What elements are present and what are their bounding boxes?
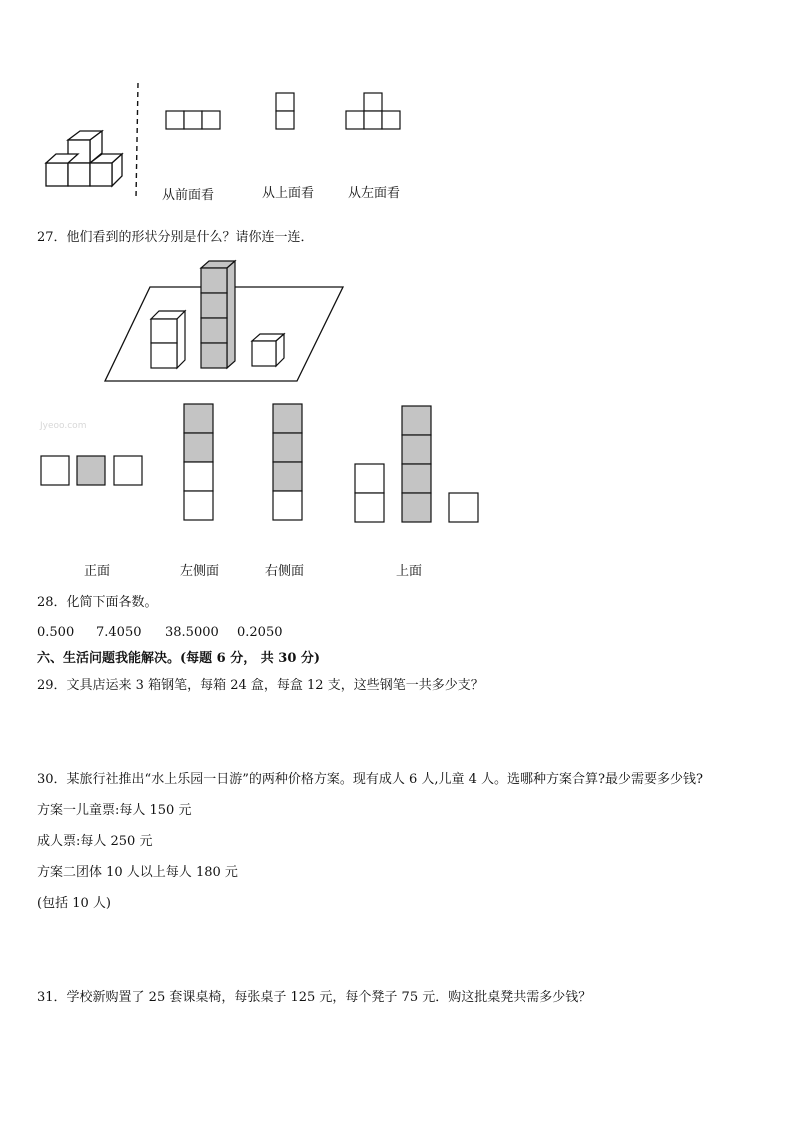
q30-line-4: (包括 10 人) (37, 896, 111, 911)
question-27: 27．他们看到的形状分别是什么？请你连一连． (37, 230, 314, 245)
number-1: 0.500 (37, 625, 75, 640)
four-cube-stack (201, 261, 235, 368)
front-view-label: 从前面看 (162, 188, 215, 203)
number-4: 0.2050 (237, 625, 283, 640)
label-right-side: 右侧面 (265, 564, 305, 579)
top-view-label: 从上面看 (262, 186, 315, 201)
table-scene-figure (0, 0, 794, 560)
label-front: 正面 (84, 564, 111, 579)
left-view-label: 从左面看 (348, 186, 401, 201)
question-28: 28．化简下面各数。 (37, 595, 158, 610)
section-6-heading: 六、生活问题我能解决。(每题 6 分， 共 30 分) (37, 651, 321, 666)
two-cube-stack (151, 311, 185, 368)
view-option-top (355, 406, 478, 522)
question-30: 30．某旅行社推出“水上乐园一日游”的两种价格方案。现有成人 6 人,儿童 4 人。选哪种方案合算?最少需要多少钱? (37, 772, 703, 787)
q30-line-3: 方案二团体 10 人以上每人 180 元 (37, 865, 238, 880)
label-left-side: 左侧面 (180, 564, 220, 579)
q30-line-1: 方案一儿童票:每人 150 元 (37, 803, 192, 818)
q30-line-2: 成人票:每人 250 元 (37, 834, 153, 849)
watermark: Jyeoo.com (40, 421, 87, 431)
label-top: 上面 (396, 564, 423, 579)
view-option-front (41, 456, 142, 485)
question-31: 31．学校新购置了 25 套课桌椅，每张桌子 125 元，每个凳子 75 元．购这批桌凳共需多少钱？ (37, 990, 592, 1005)
question-29: 29．文具店运来 3 箱钢笔，每箱 24 盒，每盒 12 支，这些钢笔一共多少支？ (37, 678, 484, 693)
number-3: 38.5000 (165, 625, 219, 640)
view-option-right-side (273, 404, 302, 520)
single-cube (252, 334, 284, 366)
number-2: 7.4050 (96, 625, 142, 640)
view-option-left-side (184, 404, 213, 520)
